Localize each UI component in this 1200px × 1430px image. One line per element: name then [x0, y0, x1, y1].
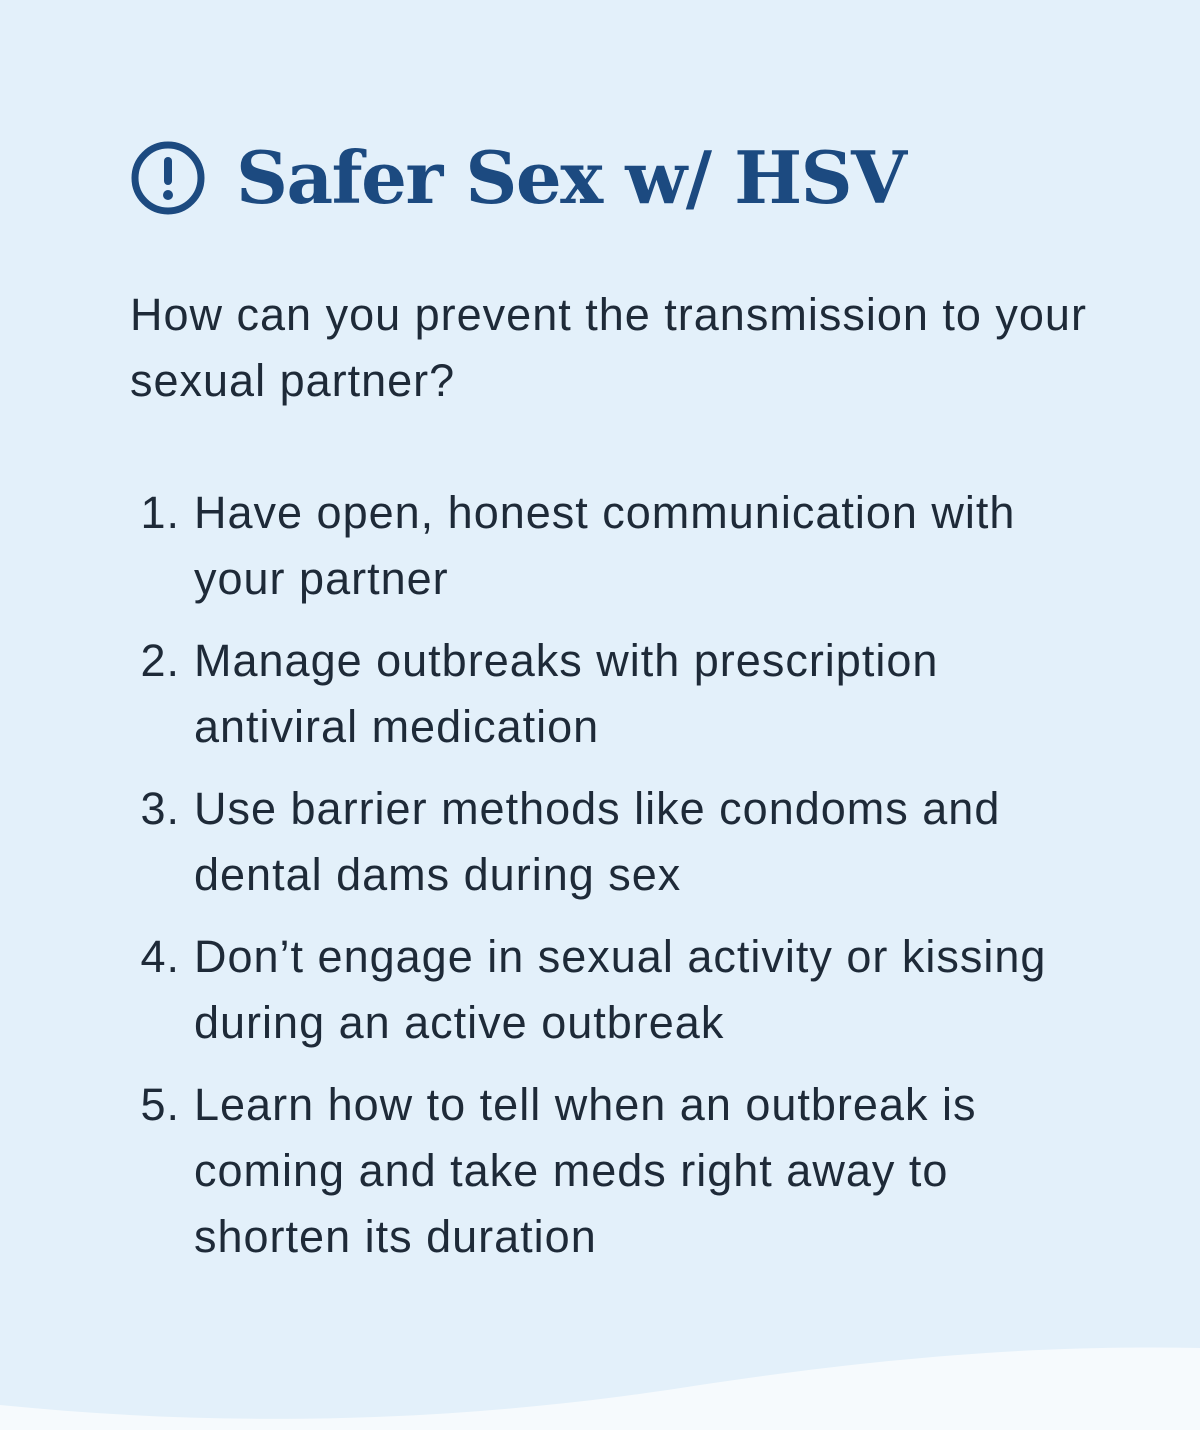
list-item: [130, 924, 1090, 1056]
list-item-number: 5.: [140, 1079, 180, 1130]
bottom-wave-decoration: [0, 1340, 1200, 1430]
list-item: [130, 776, 1090, 908]
exclamation-circle-icon: [130, 140, 206, 216]
list-item-text: Learn how to tell when an outbreak is coming and take meds right away to shorten its duration: [194, 1079, 977, 1262]
list-item: [130, 1072, 1090, 1270]
card-header: [130, 132, 905, 224]
list-item-number: 3.: [140, 783, 180, 834]
list-item-number: 1.: [140, 487, 180, 538]
list-item-number: 2.: [140, 635, 180, 686]
list-item-text: Don’t engage in sexual activity or kissing during an active outbreak: [194, 931, 1047, 1048]
tips-list: [130, 480, 1090, 1286]
list-item-number: 4.: [140, 931, 180, 982]
list-item-text: Manage outbreaks with prescription antiviral medication: [194, 635, 939, 752]
list-item: [130, 628, 1090, 760]
list-item-text: Use barrier methods like condoms and dental dams during sex: [194, 783, 1001, 900]
page-title: Safer Sex w/ HSV: [236, 135, 906, 220]
list-item: [130, 480, 1090, 612]
list-item-text: Have open, honest communication with your partner: [194, 487, 1016, 604]
intro-question: How can you prevent the transmission to your sexual partner?: [130, 289, 1087, 406]
